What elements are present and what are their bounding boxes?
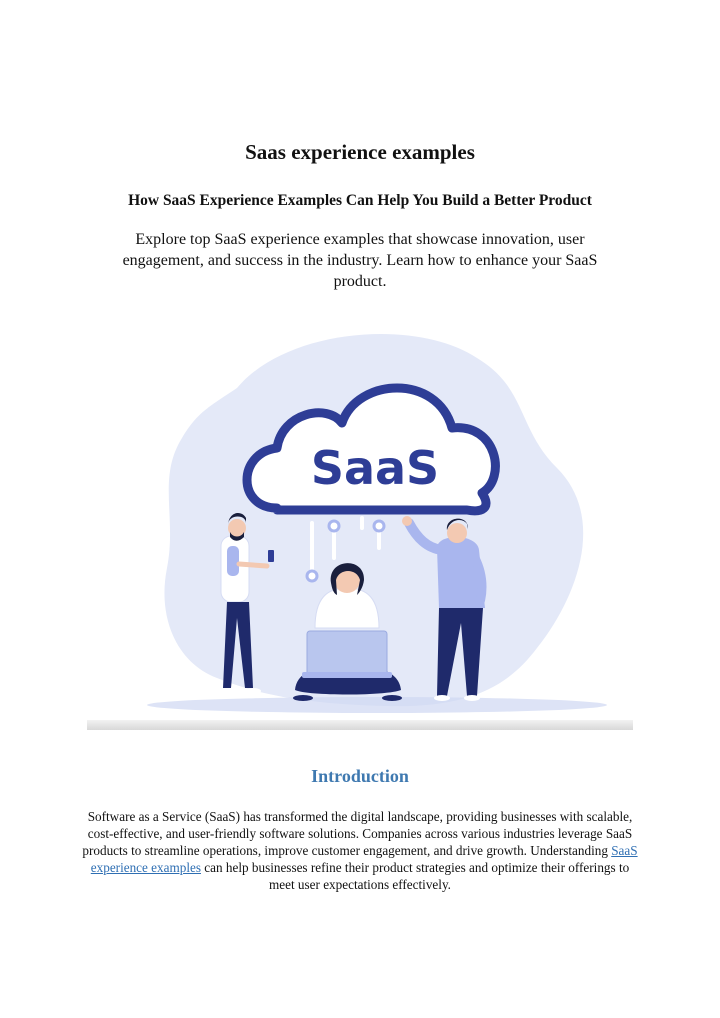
- page-title: Saas experience examples: [245, 140, 475, 164]
- introduction-text-before-link: Software as a Service (SaaS) has transformed the digital landscape, providing businesses with scalable, cost-effective, and user-friendly software solutions. Companies across various industries leverage SaaS products to streamline operations, improve customer engagement, and drive growth. Understanding: [82, 809, 633, 858]
- floor-shadow: [147, 697, 607, 713]
- saas-illustration-svg: [87, 318, 633, 730]
- bottom-strip: [87, 720, 633, 730]
- introduction-heading: Introduction: [311, 766, 409, 786]
- cloud-text: SaaS: [310, 441, 440, 495]
- introduction-text-after-link: can help businesses refine their product strategies and optimize their offerings to meet user expectations effectively.: [200, 860, 630, 892]
- saas-illustration: [87, 318, 633, 730]
- page-subtitle: How SaaS Experience Examples Can Help You Build a Better Product: [128, 192, 592, 209]
- introduction-paragraph: [82, 808, 638, 893]
- lead-paragraph: Explore top SaaS experience examples that showcase innovation, user engagement, and success in the industry. Learn how to enhance your SaaS product.: [122, 231, 598, 290]
- saas-experience-examples-link[interactable]: SaaS experience examples: [90, 843, 638, 875]
